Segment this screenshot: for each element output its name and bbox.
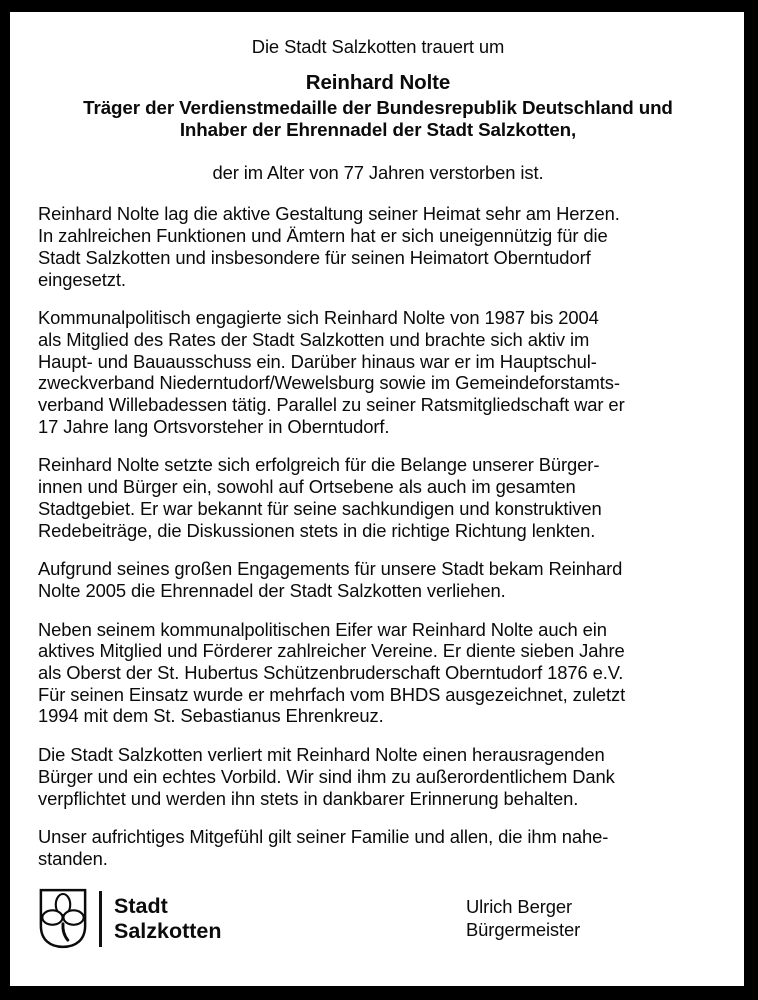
paragraph bbox=[38, 826, 718, 869]
text-line: standen. bbox=[38, 847, 108, 869]
notice-content bbox=[10, 12, 744, 951]
text-line: 17 Jahre lang Ortsvorsteher in Oberntudorf. bbox=[38, 415, 390, 437]
text-line: Kommunalpolitisch engagierte sich Reinhard Nolte von 1987 bis 2004 bbox=[38, 307, 599, 329]
paragraph bbox=[38, 203, 718, 290]
text-line: Bürger und ein echtes Vorbild. Wir sind ihm zu außerordentlichem Dank bbox=[38, 765, 615, 787]
text-line: Haupt- und Bauausschuss ein. Darüber hinaus war er im Hauptschul- bbox=[38, 350, 597, 372]
text-line: Stadt Salzkotten und insbesondere für seinen Heimatort Oberntudorf bbox=[38, 246, 591, 268]
logo-wordmark bbox=[114, 894, 222, 944]
text-line: eingesetzt. bbox=[38, 268, 126, 290]
text-line: zweckverband Niederntudorf/Wewelsburg sowie im Gemeindeforstamts- bbox=[38, 372, 620, 394]
text-line: 1994 mit dem St. Sebastianus Ehrenkreuz. bbox=[38, 705, 384, 727]
obituary-paragraphs bbox=[38, 203, 718, 869]
logo-text-stadt: Stadt bbox=[114, 893, 168, 918]
honor-title-line-1: Träger der Verdienstmedaille der Bundesrepublik Deutschland und bbox=[83, 96, 673, 118]
logo-text-salzkotten: Salzkotten bbox=[114, 918, 222, 943]
text-line: Unser aufrichtiges Mitgefühl gilt seiner Familie und allen, die ihm nahe- bbox=[38, 826, 609, 848]
paragraph bbox=[38, 558, 718, 601]
paragraph bbox=[38, 744, 718, 809]
text-line: als Mitglied des Rates der Stadt Salzkotten und brachte sich aktiv im bbox=[38, 328, 590, 350]
intro-line: Die Stadt Salzkotten trauert um bbox=[251, 36, 505, 57]
text-line: verband Willebadessen tätig. Parallel zu seiner Ratsmitgliedschaft war er bbox=[38, 394, 625, 416]
text-line: In zahlreichen Funktionen und Ämtern hat er sich uneigennützig für die bbox=[38, 225, 608, 247]
signature-block bbox=[466, 896, 718, 941]
text-line: Stadtgebiet. Er war bekannt für seine sachkundigen und konstruktiven bbox=[38, 497, 602, 519]
deceased-name: Reinhard Nolte bbox=[305, 70, 451, 94]
text-line: Reinhard Nolte lag die aktive Gestaltung seiner Heimat sehr am Herzen. bbox=[38, 203, 620, 225]
text-line: Neben seinem kommunalpolitischen Eifer war Reinhard Nolte auch ein bbox=[38, 618, 607, 640]
text-line: Die Stadt Salzkotten verliert mit Reinhard Nolte einen herausragenden bbox=[38, 744, 605, 766]
text-line: Aufgrund seines großen Engagements für unsere Stadt bekam Reinhard bbox=[38, 558, 623, 580]
age-line: der im Alter von 77 Jahren verstorben ist. bbox=[212, 161, 544, 183]
footer bbox=[38, 887, 718, 951]
signature-name: Ulrich Berger bbox=[466, 896, 573, 918]
text-line: Redebeiträge, die Diskussionen stets in die richtige Richtung lenkten. bbox=[38, 519, 596, 541]
text-line: Reinhard Nolte setzte sich erfolgreich für die Belange unserer Bürger- bbox=[38, 454, 600, 476]
honor-title-line-2: Inhaber der Ehrennadel der Stadt Salzkotten, bbox=[179, 118, 577, 140]
paragraph bbox=[38, 307, 718, 437]
text-line: innen und Bürger ein, sowohl auf Ortsebene als auch im gesamten bbox=[38, 476, 576, 498]
signature-title: Bürgermeister bbox=[466, 918, 581, 940]
text-line: aktives Mitglied und Förderer zahlreicher Vereine. Er diente sieben Jahre bbox=[38, 640, 625, 662]
text-line: Nolte 2005 die Ehrennadel der Stadt Salzkotten verliehen. bbox=[38, 579, 506, 601]
salzkotten-coat-of-arms-icon bbox=[38, 887, 88, 951]
city-logo bbox=[38, 887, 222, 951]
paragraph bbox=[38, 619, 718, 728]
text-line: als Oberst der St. Hubertus Schützenbruderschaft Oberntudorf 1876 e.V. bbox=[38, 662, 624, 684]
logo-divider bbox=[99, 891, 102, 947]
text-line: verpflichtet und werden ihn stets in dankbarer Erinnerung behalten. bbox=[38, 787, 579, 809]
paragraph bbox=[38, 454, 718, 541]
text-line: Für seinen Einsatz wurde er mehrfach vom BHDS ausgezeichnet, zuletzt bbox=[38, 683, 626, 705]
